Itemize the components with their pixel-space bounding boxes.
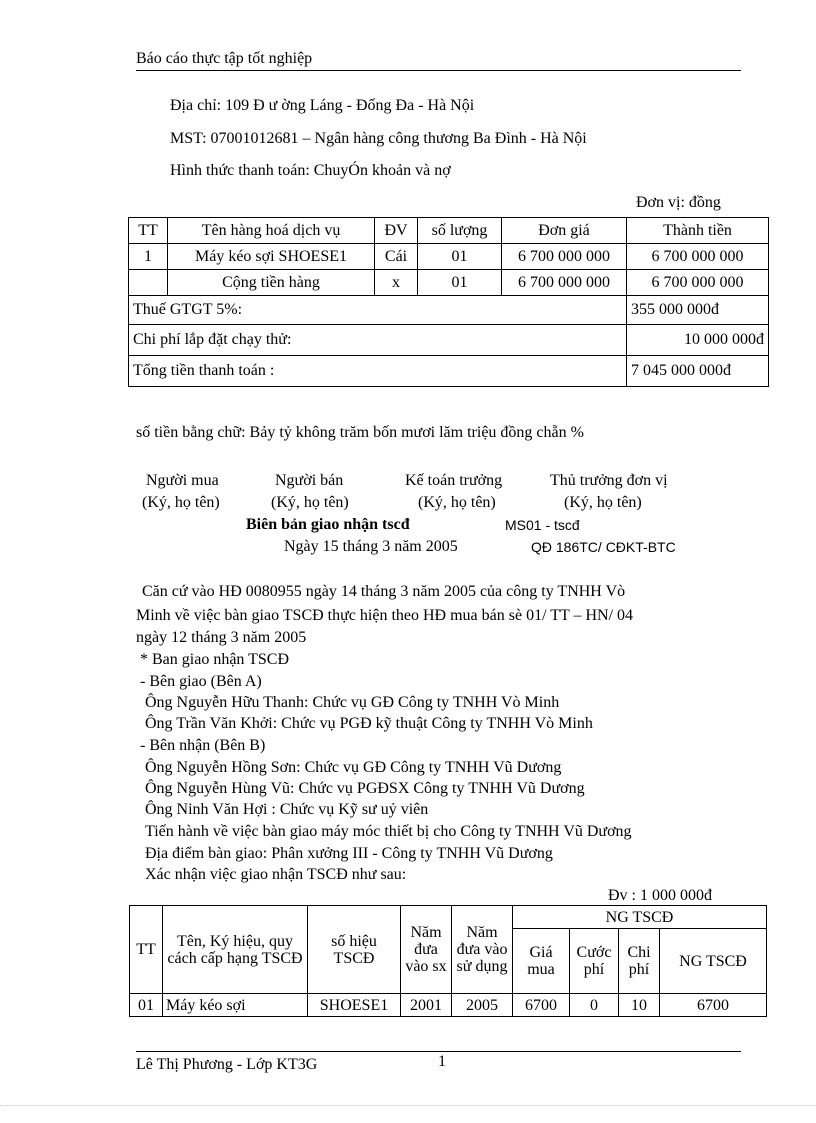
- cell: 2005: [452, 994, 513, 1017]
- summary-row: [129, 296, 769, 325]
- summary-value: 355 000 000đ: [627, 296, 769, 325]
- footer-rule: [136, 1051, 741, 1052]
- cell: 01: [418, 270, 502, 296]
- cell: 6 700 000 000: [502, 270, 627, 296]
- table-header-row: [130, 906, 767, 929]
- body-line: - Bên nhận (Bên B): [140, 737, 266, 754]
- cell: 6 700 000 000: [627, 244, 769, 270]
- body-line: ngày 12 tháng 3 năm 2005: [136, 629, 307, 646]
- invoice-table: [128, 217, 769, 387]
- col-group-header: NG TSCĐ: [513, 906, 767, 929]
- signature-role: Người bán: [275, 472, 344, 489]
- col-header: Tên hàng hoá dịch vụ: [168, 218, 375, 244]
- page-number: 1: [438, 1053, 446, 1070]
- body-line: * Ban giao nhận TSCĐ: [140, 651, 290, 668]
- body-line: Xác nhận việc giao nhận TSCĐ như sau:: [145, 866, 407, 883]
- table-header-row: [129, 218, 769, 244]
- col-header: TT: [129, 218, 168, 244]
- cell: 6700: [660, 994, 767, 1017]
- cell: Cái: [375, 244, 418, 270]
- header-title: Báo cáo thực tập tốt nghiệp: [136, 50, 313, 67]
- minutes-code: MS01 - tscđ: [505, 517, 580, 533]
- body-line: Ông Nguyễn Hùng Vũ: Chức vụ PGĐSX Công ty TNHH Vũ Dương: [145, 780, 585, 797]
- body-line: Minh về việc bàn giao TSCĐ thực hiện theo HĐ mua bán sè 01/ TT – HN/ 04: [136, 607, 634, 624]
- body-line: Tiến hành về việc bàn giao máy móc thiết bị cho Công ty TNHH Vũ Dương: [145, 823, 632, 840]
- col-header: Giá mua: [513, 929, 570, 994]
- cell: Máy kéo sợi: [163, 994, 308, 1017]
- signature-note: (Ký, họ tên): [564, 494, 642, 511]
- seller-address: Địa chỉ: 109 Đ ư ờng Láng - Đống Đa - Hà Nội: [170, 97, 475, 114]
- page-edge-divider: [0, 1105, 816, 1106]
- body-line: Địa điểm bàn giao: Phân xưởng III - Công ty TNHH Vũ Dương: [145, 845, 553, 862]
- amount-in-words: số tiền bằng chữ: Bảy tỷ không trăm bốn mươi lăm triệu đồng chẵn %: [136, 424, 584, 441]
- seller-tax: MST: 07001012681 – Ngân hàng công thương Ba Đình - Hà Nội: [170, 130, 587, 147]
- minutes-decision: QĐ 186TC/ CĐKT-BTC: [531, 539, 676, 555]
- body-line: - Bên giao (Bên A): [140, 673, 262, 690]
- col-header: Đơn giá: [502, 218, 627, 244]
- col-header: Năm đưa vào sử dụng: [452, 906, 513, 994]
- minutes-title: Biên bản giao nhận tscđ: [246, 516, 410, 533]
- summary-value: 10 000 000đ: [627, 325, 769, 356]
- summary-label: Tổng tiền thanh toán :: [129, 356, 627, 387]
- cell: 2001: [401, 994, 452, 1017]
- signature-note: (Ký, họ tên): [142, 494, 220, 511]
- table-row: [130, 994, 767, 1017]
- cell: Máy kéo sợi SHOESE1: [168, 244, 375, 270]
- col-header: Thành tiền: [627, 218, 769, 244]
- body-line: Ông Ninh Văn Hợi : Chức vụ Kỹ sư uỷ viên: [145, 801, 429, 818]
- header-rule: [136, 70, 741, 71]
- signature-note: (Ký, họ tên): [418, 494, 496, 511]
- summary-label: Chi phí lắp đặt chạy thử:: [129, 325, 627, 356]
- summary-label: Thuế GTGT 5%:: [129, 296, 627, 325]
- summary-value: 7 045 000 000đ: [627, 356, 769, 387]
- cell: 6 700 000 000: [627, 270, 769, 296]
- col-header: số hiệu TSCĐ: [308, 906, 401, 994]
- asset-table: [129, 905, 767, 1017]
- col-header: TT: [130, 906, 163, 994]
- col-header: ĐV: [375, 218, 418, 244]
- cell: x: [375, 270, 418, 296]
- signature-role: Kế toán trưởng: [405, 472, 503, 489]
- cell: 1: [129, 244, 168, 270]
- cell: SHOESE1: [308, 994, 401, 1017]
- col-header: Tên, Ký hiệu, quy cách cấp hạng TSCĐ: [163, 906, 308, 994]
- unit-label: Đơn vị: đồng: [636, 194, 721, 211]
- cell: 6700: [513, 994, 570, 1017]
- unit2-label: Đv : 1 000 000đ: [608, 887, 712, 904]
- body-line: Căn cứ vào HĐ 0080955 ngày 14 tháng 3 năm 2005 của công ty TNHH Vò: [142, 583, 626, 600]
- cell: Cộng tiền hàng: [168, 270, 375, 296]
- footer-author: Lê Thị Phương - Lớp KT3G: [136, 1056, 318, 1073]
- body-line: Ông Trần Văn Khởi: Chức vụ PGĐ kỹ thuật Công ty TNHH Vò Minh: [145, 715, 593, 732]
- signature-note: (Ký, họ tên): [271, 494, 349, 511]
- cell: 01: [130, 994, 163, 1017]
- payment-method: Hình thức thanh toán: ChuyÓn khoản và nợ: [170, 162, 451, 179]
- cell: 6 700 000 000: [502, 244, 627, 270]
- summary-row: [129, 325, 769, 356]
- col-header: NG TSCĐ: [660, 929, 767, 994]
- col-header: số lượng: [418, 218, 502, 244]
- cell: [129, 270, 168, 296]
- minutes-date: Ngày 15 tháng 3 năm 2005: [284, 538, 458, 555]
- cell: 0: [570, 994, 619, 1017]
- col-header: Cước phí: [570, 929, 619, 994]
- cell: 01: [418, 244, 502, 270]
- cell: 10: [619, 994, 660, 1017]
- col-header: Năm đưa vào sx: [401, 906, 452, 994]
- table-row: [129, 244, 769, 270]
- signature-role: Người mua: [146, 472, 219, 489]
- table-row: [129, 270, 769, 296]
- body-line: Ông Nguyễn Hồng Sơn: Chức vụ GĐ Công ty TNHH Vũ Dương: [145, 759, 562, 776]
- col-header: Chi phí: [619, 929, 660, 994]
- signature-role: Thủ trưởng đơn vị: [550, 472, 668, 489]
- body-line: Ông Nguyễn Hữu Thanh: Chức vụ GĐ Công ty TNHH Vò Minh: [145, 694, 560, 711]
- summary-row: [129, 356, 769, 387]
